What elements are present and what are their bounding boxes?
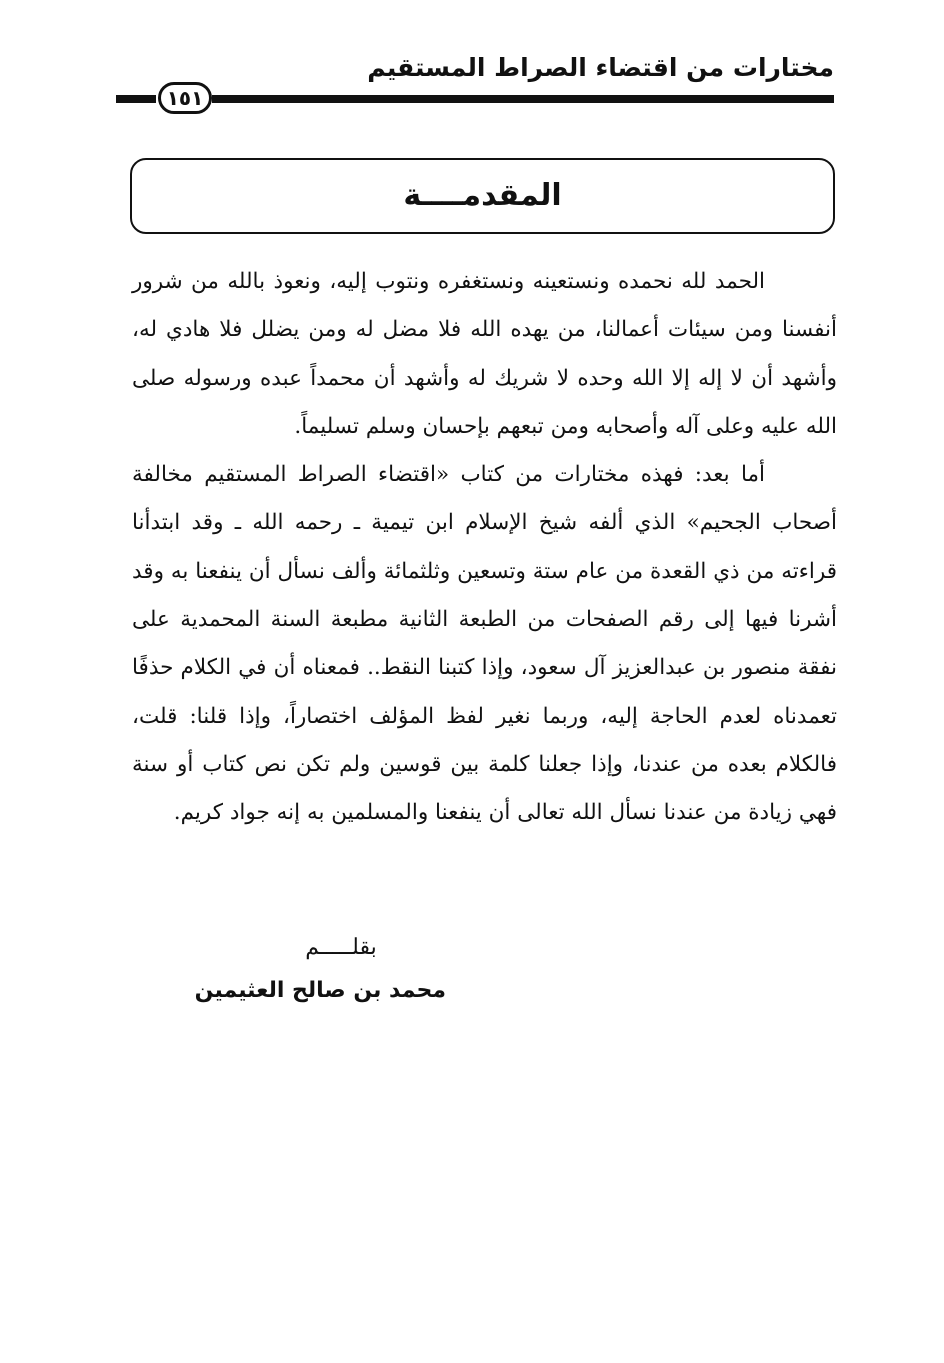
body-text [132,258,837,838]
main-paragraph: أما بعد: فهذه مختارات من كتاب «اقتضاء الصراط المستقيم مخالفة أصحاب الجحيم» الذي ألفه شيخ الإسلام ابن تيمية ـ رحمه الله ـ وقد ابتدأنا قراءته من ذي القعدة من عام ستة وتسعين وثلثمائة وألف نسأل أن ينفعنا به وقد أشرنا فيها إلى رقم الصفحات من الطبعة الثانية مطبعة السنة المحمدية على نفقة منصور بن عبدالعزيز آل سعود، وإذا كتبنا النقط.. فمعناه أن في الكلام حذفًا تعمدناه لعدم الحاجة إليه، وربما نغير لفظ المؤلف اختصاراً، وإذا قلنا: قلت، فالكلام بعده من عندنا، وإذا جعلنا كلمة بين قوسين ولم تكن نص كتاب أو سنة فهي زيادة من عندنا نسأل الله تعالى أن ينفعنا والمسلمين به إنه جواد كريم. [132,462,837,826]
running-header-title: مختارات من اقتضاء الصراط المستقيم [367,53,834,82]
intro-paragraph: الحمد لله نحمده ونستعينه ونستغفره ونتوب إليه، ونعوذ بالله من شرور أنفسنا ومن سيئات أعمالنا، من يهده الله فلا مضل له ومن يضلل فلا هادي له، وأشهد أن لا إله إلا الله وحده لا شريك له وأشهد أن محمداً عبده ورسوله صلى الله عليه وعلى آله وأصحابه ومن تبعهم بإحسان وسلم تسليماً. [132,269,837,439]
author-name: محمد بن صالح العثيمين [194,978,446,1003]
signature-block [196,925,446,1011]
header-rule-end [116,95,156,103]
section-heading-frame [130,158,835,234]
signature-label: بقلـــــم [305,935,377,960]
header-rule [212,95,834,103]
section-title: المقدمــــة [403,178,562,213]
page-number: ١٥١ [158,82,212,114]
